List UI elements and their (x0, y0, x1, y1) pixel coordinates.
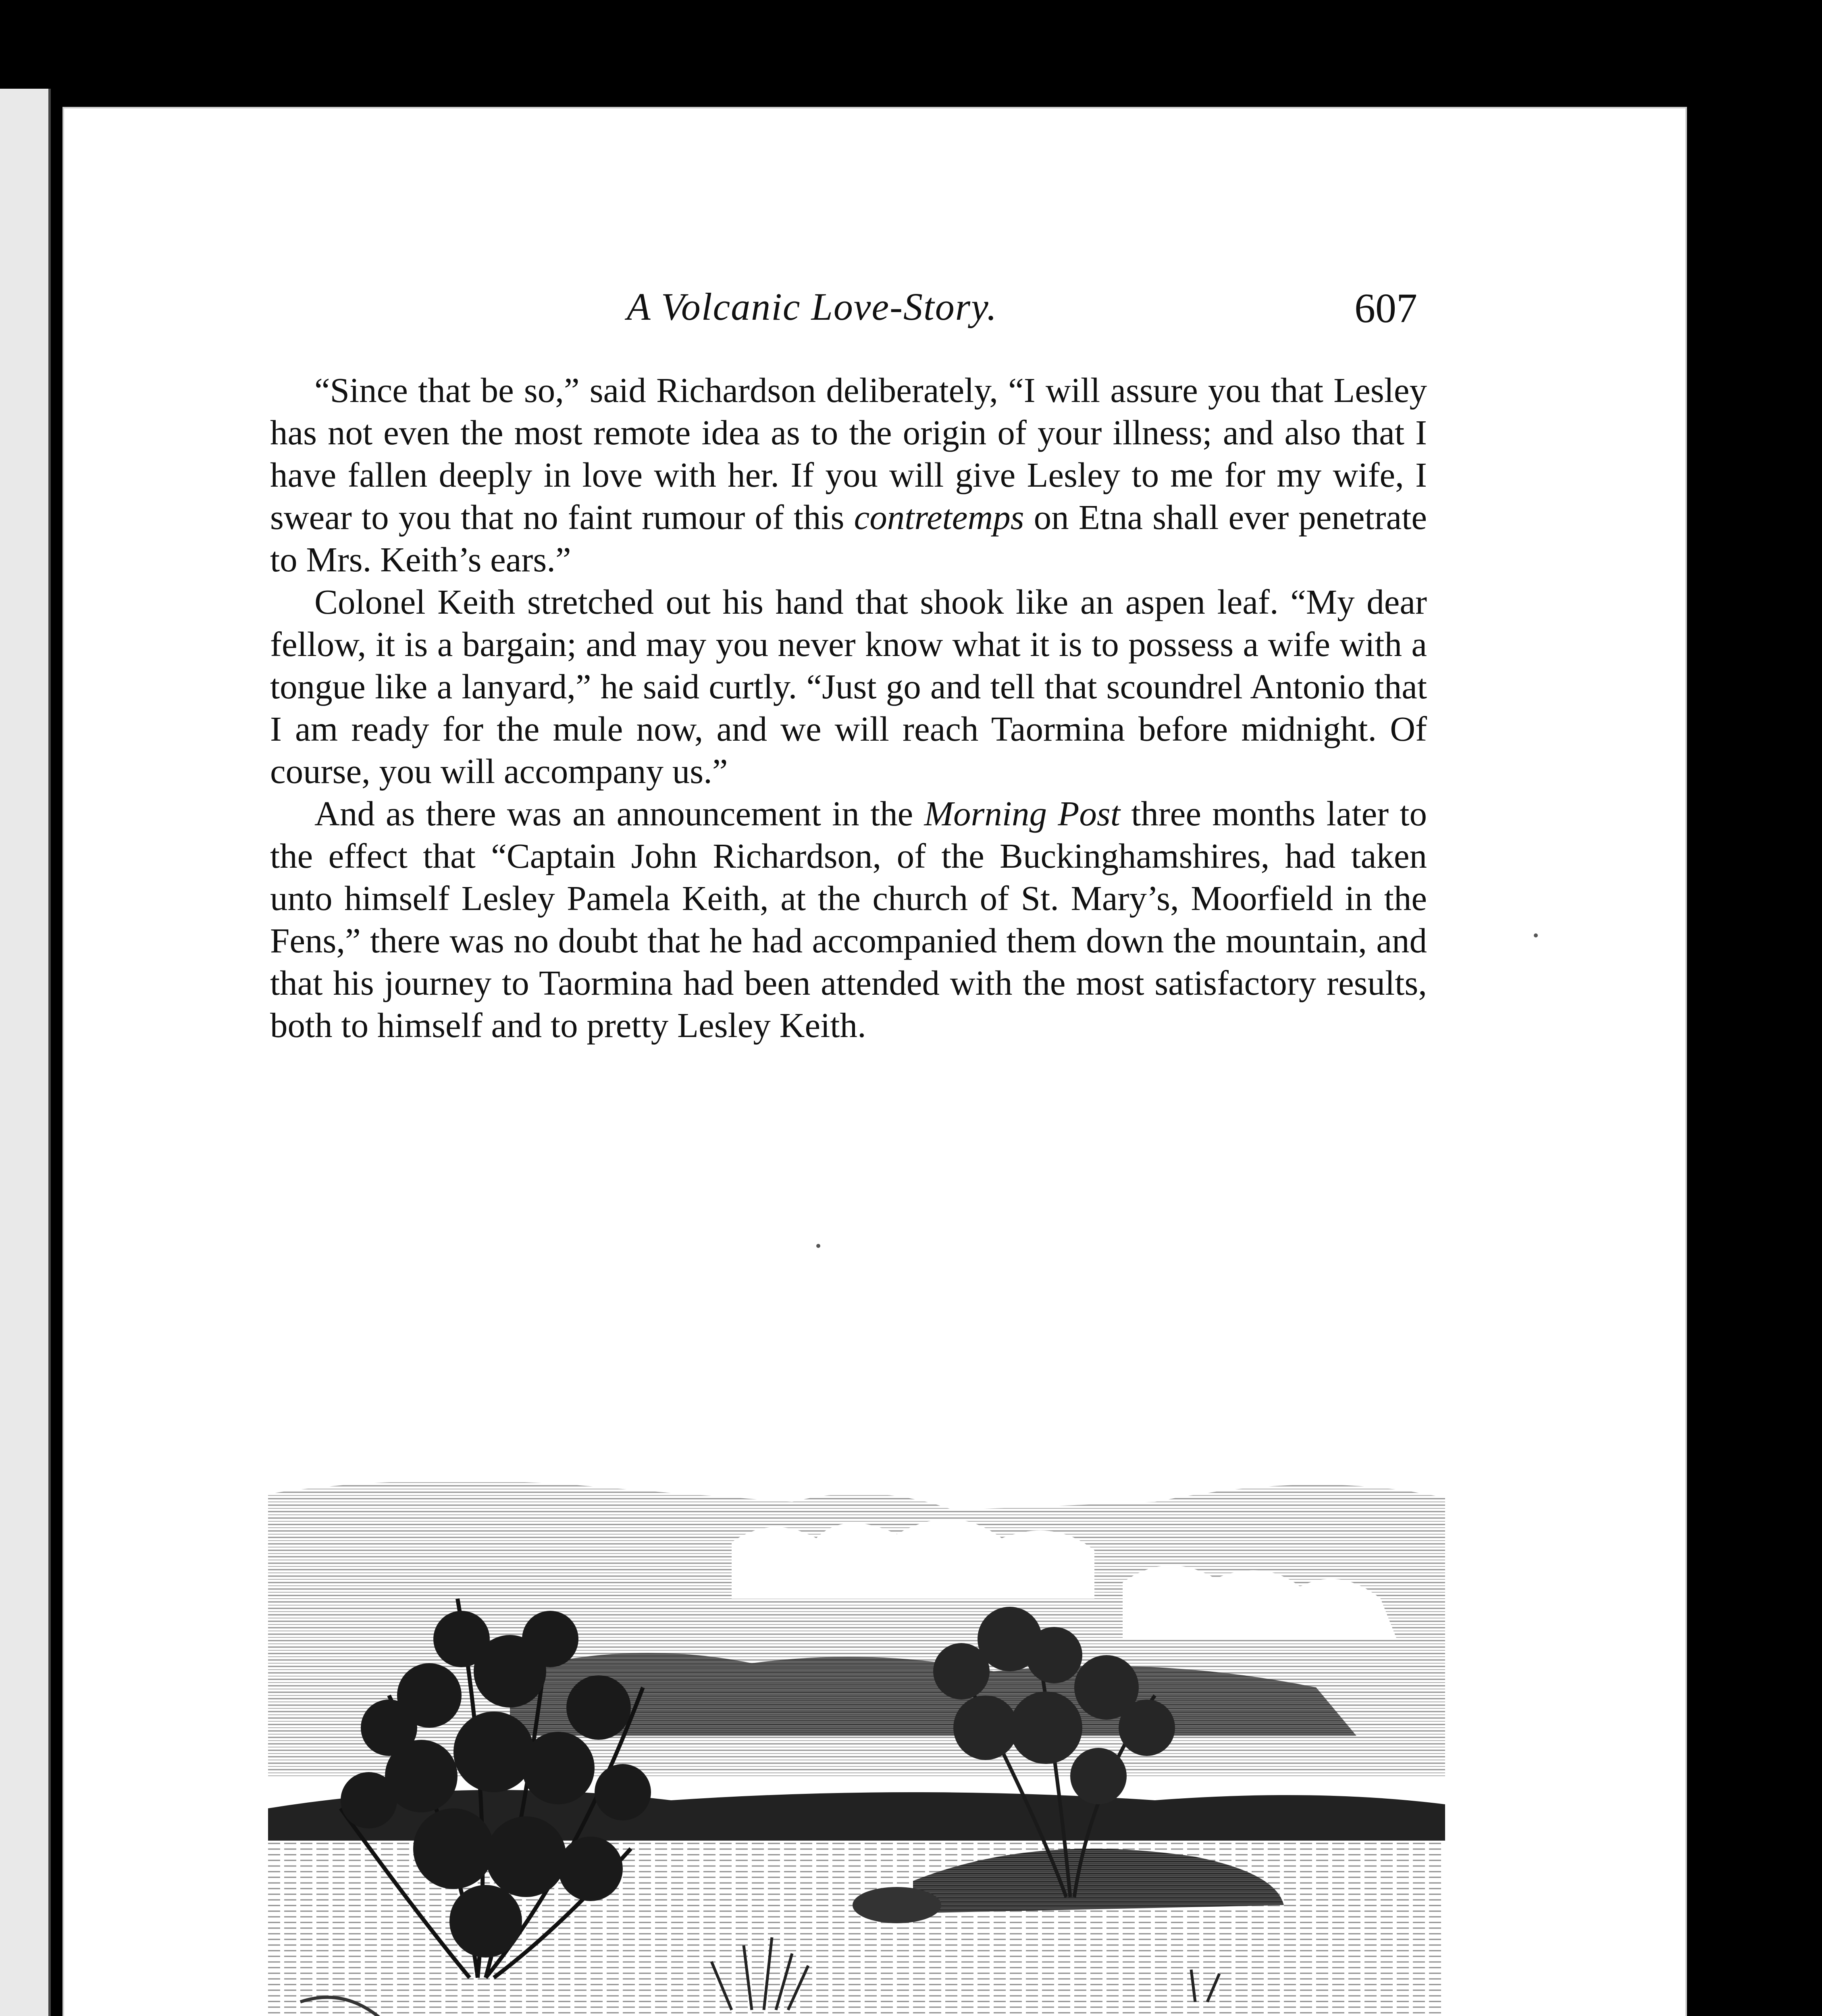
paragraph: “Since that be so,” said Richardson deliberately, “I will assure you that Lesley has not even the most remote idea as to the origin of your illness; and also that I have fallen deeply in love with her. If you will give Lesley to me for my wife, I swear to you that no faint rumour of this contretemps on Etna shall ever penetrate to Mrs. Keith’s ears.” (270, 371, 1427, 579)
speck (1534, 933, 1538, 937)
newspaper-title: Morning Post (924, 794, 1120, 833)
paragraph: Colonel Keith stretched out his hand that shook like an aspen leaf. “My dear fellow, it is a bargain; and may you never know what it is to possess a wife with a tongue like a lanyard,” he said curtly. “Just go and tell that scoundrel Antonio that I am ready for the mule now, and we will reach Taormina before midnight. Of course, you will accompany us.” (270, 582, 1427, 791)
speck (816, 1244, 820, 1248)
running-title: A Volcanic Love-Story. (627, 285, 998, 328)
facing-page-edge (0, 89, 51, 2016)
book-page (62, 107, 1687, 2016)
landscape-engraving (268, 1445, 1445, 2016)
italic-term: contretemps (854, 498, 1024, 537)
page-number: 607 (1354, 285, 1417, 331)
running-head (62, 284, 1687, 341)
body-text (270, 369, 1427, 1046)
paragraph: And as there was an announcement in the Morning Post three months later to the effect that “Captain John Richardson, of the Buckinghamshires, had taken unto himself Lesley Pamela Keith, at the church of St. Mary’s, Moorfield in the Fens,” there was no doubt that he had accompanied them down the mountain, and that his journey to Taormina had been attended with the most satisfactory results, both to himself and to pretty Lesley Keith. (270, 794, 1427, 1045)
